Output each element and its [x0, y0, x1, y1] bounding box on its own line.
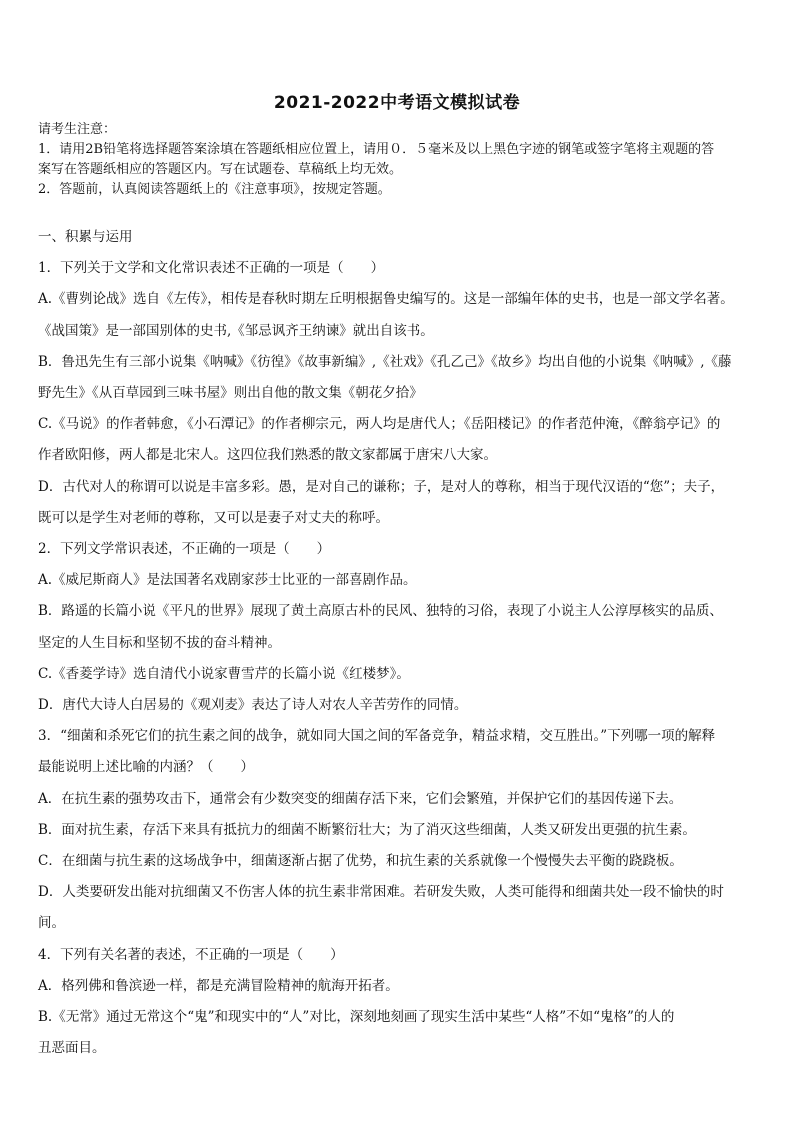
- question-1-option-a-cont: 《战国策》是一部国别体的史书,《邹忌讽齐王纳谏》就出自该书。: [38, 322, 434, 339]
- question-2-option-a: A.《威尼斯商人》是法国著名戏剧家莎士比亚的一部喜剧作品。: [38, 572, 417, 589]
- question-3-option-c: C．在细菌与抗生素的这场战争中，细菌逐渐占据了优势，和抗生素的关系就像一个慢慢失去平衡的跷跷板。: [38, 853, 683, 870]
- question-1-option-b-cont: 野先生》《从百草园到三味书屋》则出自他的散文集《朝花夕拾》: [38, 385, 423, 402]
- notice-item-1-cont: 案写在答题纸相应的答题区内。写在试题卷、草稿纸上均无效。: [38, 162, 403, 177]
- question-4-option-b-cont: 丑恶面目。: [38, 1040, 106, 1057]
- question-1-option-c: C.《马说》的作者韩愈，《小石潭记》的作者柳宗元，两人均是唐代人；《岳阳楼记》的作者范仲淹，《醉翁亭记》的: [38, 416, 721, 433]
- question-4-option-b: B.《无常》通过无常这个“鬼”和现实中的“人”对比，深刻地刻画了现实生活中某些“人格”不如“鬼格”的人的: [38, 1009, 675, 1026]
- section-heading: 一、积累与运用: [38, 229, 133, 245]
- notice-item-2: 2．答题前，认真阅读答题纸上的《注意事项》，按规定答题。: [38, 182, 391, 197]
- question-3-option-d-cont: 间。: [38, 915, 65, 932]
- question-2-option-b-cont: 坚定的人生目标和坚韧不拔的奋斗精神。: [38, 634, 281, 651]
- question-1-option-b: B．鲁迅先生有三部小说集《呐喊》《彷徨》《故事新编》,《社戏》《孔乙己》《故乡》均出自他的小说集《呐喊》,《藤: [38, 353, 732, 370]
- question-2-stem: 2．下列文学常识表述，不正确的一项是（ ）: [38, 541, 331, 558]
- question-1-option-d: D．古代对人的称谓可以说是丰富多彩。愚，是对自己的谦称；子，是对人的尊称，相当于现代汉语的“您”；夫子，: [38, 478, 725, 495]
- question-2-option-c: C.《香菱学诗》选自清代小说家曹雪芹的长篇小说《红楼梦》。: [38, 665, 410, 682]
- question-3-option-d: D．人类要研发出能对抗细菌又不伤害人体的抗生素非常困难。若研发失败，人类可能得和细菌共处一段不愉快的时: [38, 884, 724, 901]
- question-2-option-b: B．路遥的长篇小说《平凡的世界》展现了黄土高原古朴的民风、独特的习俗，表现了小说主人公淳厚核实的品质、: [38, 603, 723, 620]
- question-1-option-d-cont: 既可以是学生对老师的尊称，又可以是妻子对丈夫的称呼。: [38, 509, 389, 526]
- exam-body: [38, 222, 762, 1064]
- question-1-option-c-cont: 作者欧阳修，两人都是北宋人。这四位我们熟悉的散文家都属于唐宋八大家。: [38, 447, 497, 464]
- question-2-option-d: D．唐代大诗人白居易的《观刈麦》表达了诗人对农人辛苦劳作的同情。: [38, 697, 468, 714]
- candidate-notice: [38, 120, 762, 200]
- question-3-option-a: A．在抗生素的强势攻击下，通常会有少数突变的细菌存活下来，它们会繁殖，并保护它们的基因传递下去。: [38, 790, 683, 807]
- question-1-stem: 1．下列关于文学和文化常识表述不正确的一项是（ ）: [38, 260, 385, 277]
- question-3-stem: 3．“细菌和杀死它们的抗生素之间的战争，就如同大国之间的军备竞争，精益求精，交互胜出。”下列哪一项的解释: [38, 728, 716, 745]
- page-title: 2021-2022中考语文模拟试卷: [273, 93, 521, 113]
- question-1-option-a: A.《曹刿论战》选自《左传》，相传是春秋时期左丘明根据鲁史编写的。这是一部编年体的史书，也是一部文学名著。: [38, 291, 734, 308]
- notice-heading: 请考生注意：: [38, 122, 117, 137]
- notice-item-1: 1．请用2B铅笔将选择题答案涂填在答题纸相应位置上，请用０．５毫米及以上黑色字迹的钢笔或签字笔将主观题的答: [38, 142, 715, 157]
- question-4-stem: 4．下列有关名著的表述，不正确的一项是（ ）: [38, 946, 344, 963]
- question-3-option-b: B．面对抗生素，存活下来具有抵抗力的细菌不断繁衍壮大；为了消灭这些细菌，人类又研发出更强的抗生素。: [38, 821, 696, 838]
- question-4-option-a: A．格列佛和鲁滨逊一样，都是充满冒险精神的航海开拓者。: [38, 977, 399, 994]
- question-3-stem-cont: 最能说明上述比喻的内涵？（ ）: [38, 759, 254, 776]
